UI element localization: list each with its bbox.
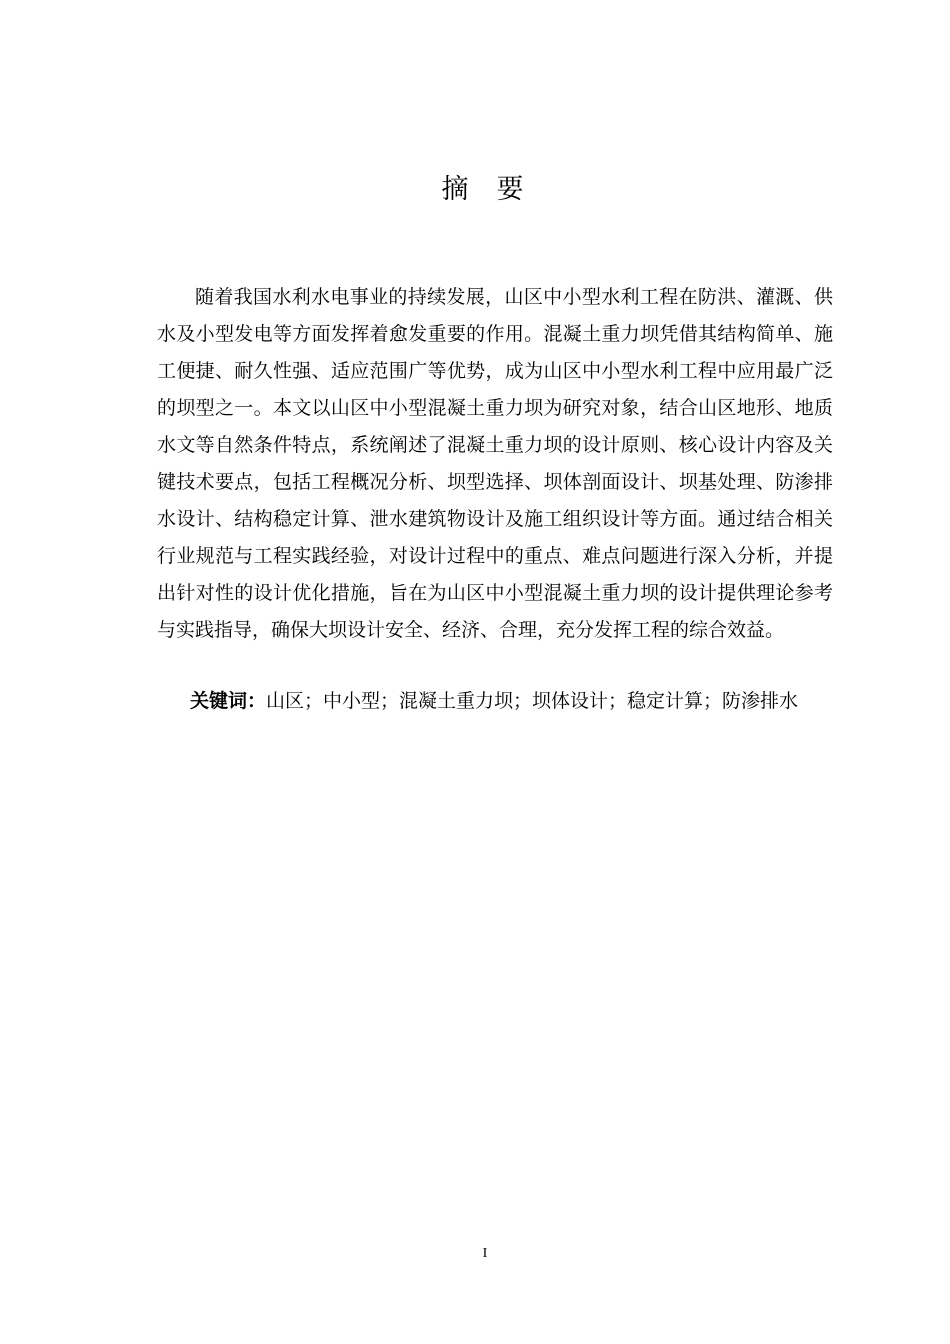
keywords-text: 山区；中小型；混凝土重力坝；坝体设计；稳定计算；防渗排水 (266, 690, 799, 712)
abstract-body: 随着我国水利水电事业的持续发展，山区中小型水利工程在防洪、灌溉、供水及小型发电等方面发挥着愈发重要的作用。混凝土重力坝凭借其结构简单、施工便捷、耐久性强、适应范围广等优势，成为山区中小型水利工程中应用最广泛的坝型之一。本文以山区中小型混凝土重力坝为研究对象，结合山区地形、地质水文等自然条件特点，系统阐述了混凝土重力坝的设计原则、核心设计内容及关键技术要点，包括工程概况分析、坝型选择、坝体剖面设计、坝基处理、防渗排水设计、结构稳定计算、泄水建筑物设计及施工组织设计等方面。通过结合相关行业规范与工程实践经验，对设计过程中的重点、难点问题进行深入分析，并提出针对性的设计优化措施，旨在为山区中小型混凝土重力坝的设计提供理论参考与实践指导，确保大坝设计安全、经济、合理，充分发挥工程的综合效益。 (157, 286, 833, 641)
page-number: I (482, 1246, 488, 1261)
abstract-title: 摘要 (441, 174, 552, 205)
keywords-line (190, 683, 840, 720)
keywords-label: 关键词： (190, 690, 267, 712)
